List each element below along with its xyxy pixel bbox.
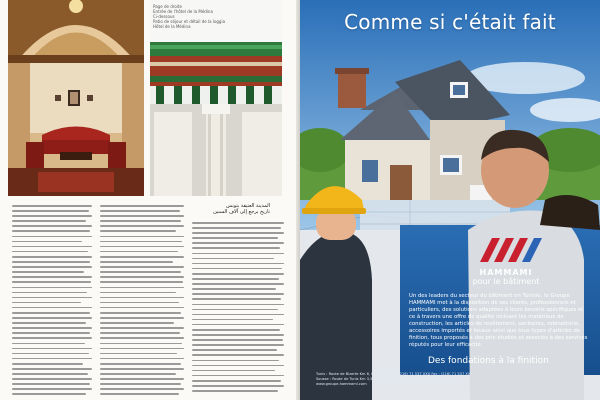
caption-line: Hôtel de la Médina (153, 24, 191, 29)
brand-name: HAMMAMI (479, 268, 533, 277)
moroccan-room-photo (8, 0, 144, 196)
article-text-column-middle (100, 205, 184, 395)
contact-line: Sousse : Route de Tunis Km 3,5 Tél. : (216) 73 XXX XXX Fax : (216) 73 XXX XXX (316, 377, 459, 381)
caption-line: Patio de séjour et détail de la loggia (153, 19, 226, 24)
hammami-advertisement (300, 0, 600, 400)
photo-caption (153, 4, 273, 29)
courtyard-column-photo (150, 0, 282, 196)
article-heading-line: المدينة العتيقة بتونس (226, 203, 270, 209)
ad-body-text: Un des leaders du secteur du bâtiment en Tunisie, le Groupe HAMMAMI met à la disposition de ses clients, professionnels et particuliers, des solutions adaptées à leurs besoins spécifiques et ce à travers une offre de qualité incluant les matériaux de construction, les articles de revêtement, sanitaires, robinetterie, accessoires importés et locaux ainsi que tous types d'articles de finition, tous proposés à des prix étudiés et associés à des services réputés pour leur efficacité. (409, 293, 588, 348)
article-text-column-right (192, 222, 284, 395)
text-texture (192, 222, 284, 395)
ad-headline: Comme si c'était fait (344, 10, 556, 34)
contact-line: Tunis : Route de Bizerte Km 6, Manouba Tél. : (216) 71 537 XXX Fax : (216) 71 537 XXX (316, 372, 473, 376)
article-text-column-left (12, 205, 92, 395)
website-url: www.groupe-hammami.com (316, 382, 367, 386)
caption-line: Page de droite (153, 4, 182, 9)
article-heading-line: تاريخ يرجع إلى آلاف السنين (213, 209, 270, 215)
text-texture (100, 205, 184, 395)
caption-line: Ci-dessous (153, 14, 175, 19)
brand-tagline: pour le bâtiment (472, 277, 540, 286)
text-texture (12, 205, 92, 395)
ad-slogan: Des fondations à la finition (428, 356, 549, 366)
contact-info (316, 372, 556, 387)
caption-line: Entrée de l'hôtel de la Médina (153, 9, 213, 14)
